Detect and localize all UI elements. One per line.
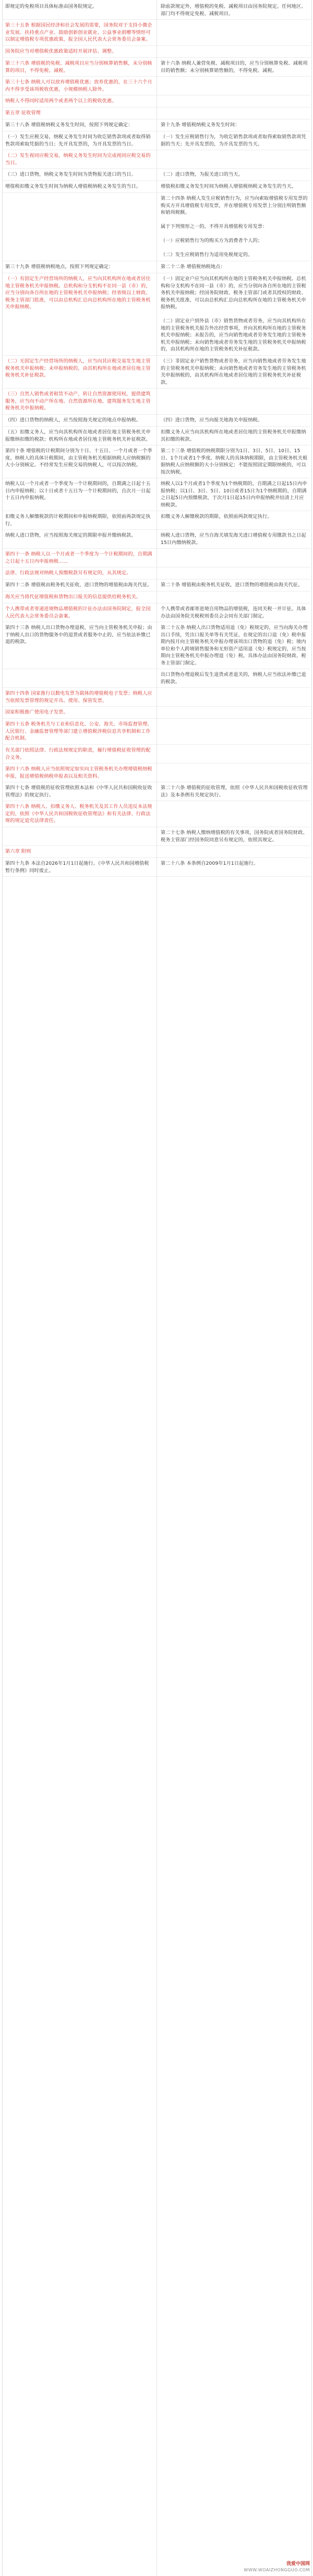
left-cell: 法律、行政法规对纳税人预缴税款另有规定的，从其规定。	[5, 570, 131, 576]
right-cell: 第十六条 纳税人兼营免税、减税项目的，应当分别核算免税、减税项目的销售额；未分别核算销售额的，不得免税、减税。	[161, 61, 308, 74]
left-cell: （二）发生视同应税交易，纳税义务发生时间为完成视同应税交易的当日。	[5, 153, 151, 166]
left-cell: 第四十六条 纳税人应当依照规定如实向主管税务机关办理增值税纳税申报，报送增值税纳税申报表以及相关资料。	[5, 766, 152, 779]
right-cell: 第二十四条 纳税人发生应税销售行为，应当向索取增值税专用发票的购买方开具增值税专用发票，并在增值税专用发票上分别注明销售额和销项税额。 属于下列情形之一的，不得开具增值税专用发票： （一）应税销售行为的购买方为消费者个人的； （二）发生应税销售行为适用免税规定的。	[161, 196, 308, 258]
left-cell: 海关应当将代征增值税和货物出口报关的信息提供给税务机关。	[5, 594, 141, 600]
row-divider	[3, 744, 310, 745]
left-cell: 纳税人进口货物，应当按照海关规定的期限申报并缴纳税款。	[5, 533, 136, 538]
right-cell: 第二十八条 本条例自2009年1月1日起施行。	[161, 861, 259, 866]
left-cell: 国务院应当对增值税优惠政策适时开展评估、调整。	[5, 49, 117, 54]
row-divider	[3, 180, 310, 181]
row-divider	[3, 763, 310, 764]
right-cell: （四）进口货物，应当向报关地海关申报纳税。	[161, 417, 263, 423]
left-cell: 第四十九条 本法自2026年1月1日起施行。《中华人民共和国增值税暂行条例》同时废止。	[5, 861, 149, 874]
column-divider	[156, 0, 157, 2576]
right-cell: 第十九条 增值税纳税义务发生时间：	[161, 122, 240, 128]
row-divider	[3, 876, 310, 877]
left-cell: （一）发生应税交易，纳税义务发生时间为收讫销售款项或者取得销售款项索取凭据的当日；先开具发票的，为开具发票的当日。	[5, 134, 151, 147]
right-cell: 第二十七条 纳税人缴纳增值税的有关事项，国务院或者国务院财政、税务主管部门经国务院同意另有规定的，依照其规定。	[161, 830, 308, 843]
left-cell: （三）自然人销售或者租赁不动产，转让自然资源使用权，提供建筑服务，应当向不动产所在地、自然资源所在地、建筑服务发生地主管税务机关申报纳税。	[5, 391, 151, 411]
left-cell: 第三十六条 增值税的免税、减税项目应当分别核算销售额，未分别核算的项目，不得免税、减税。	[5, 61, 152, 74]
row-divider	[3, 718, 310, 719]
row-divider	[3, 192, 310, 193]
right-cell: 第二十条 增值税由税务机关征收，进口货物的增值税由海关代征。	[161, 582, 303, 588]
row-divider	[3, 548, 310, 549]
row-divider	[3, 426, 310, 427]
right-cell: （一）发生应税销售行为，为收讫销售款项或者取得索取销售款项凭据的当天；先开具发票的，为开具发票的当天。	[161, 134, 306, 147]
left-cell: （二）无固定生产经营场所的纳税人，应当向其应税交易发生地主管税务机关申报纳税；未申报纳税的，由其机构所在地或者居住地主管税务机关补征税款。	[5, 358, 151, 378]
left-cell: 第五章 征收管理	[5, 110, 41, 116]
left-cell: 个人携带或者寄递进境物品增值税的计征办法由国务院制定，报全国人民代表大会常务委员会备案。	[5, 606, 151, 619]
right-cell: 第二十六条 增值税的征收管理，依照《中华人民共和国税收征收管理法》及本条例有关规定执行。	[161, 785, 308, 798]
left-cell: 第四十五条 税务机关与工业和信息化、公安、海关、市场监督管理、人民银行、金融监督管理等部门建立增值税涉税信息共享机制和工作配合机制。	[5, 721, 152, 741]
right-cell: 第二十二条 增值税纳税地点：	[161, 264, 225, 270]
left-cell: （五）扣缴义务人，应当向其机构所在地或者居住地主管税务机关申报缴纳扣缴的税款；机构所在地或者居住地主管税务机关补征税款。	[5, 429, 151, 442]
right-cell: （一）固定业户应当向其机构所在地的主管税务机关申报纳税。总机构和分支机构不在同一县（市）的，应当分别向各自所在地的主管税务机关申报纳税；经国务院财政、税务主管部门或者其授权的财政、税务机关批准，可以由总机构汇总向总机构所在地的主管税务机关申报纳税。 （二）固定业户到外县（市）销售货物或者劳务，应当向其机构所在地的主管税务机关报告外出经营事项，并向其机构所在地的主管税务机关申报纳税；未报告的，应当向销售地或者劳务发生地的主管税务机关申报纳税；未向销售地或者劳务发生地的主管税务机关申报纳税的，由其机构所在地的主管税务机关补征税款。	[161, 276, 306, 352]
row-divider	[3, 19, 310, 20]
left-cell: 第四十四条 国家推行以数电发票为载体的增值税电子发票；纳税人应当依照发票管理的规定开具、使用、保管发票。	[5, 691, 152, 704]
row-divider	[3, 414, 310, 415]
left-cell: 扣缴义务人解缴税款的计税期间和申报纳税期限，依照前两款规定执行。	[5, 514, 151, 527]
watermark-line1: 我爱中国网	[286, 2561, 310, 2567]
left-cell: （三）进口货物，纳税义务发生时间为货物报关进口的当日。	[5, 172, 136, 177]
row-divider	[3, 168, 310, 169]
left-cell: 即规定的免税项目具体标准由国务院规定。	[5, 4, 98, 9]
left-cell: 第四十二条 增值税由税务机关征收，进口货物的增值税由海关代征。	[5, 582, 152, 588]
right-cell: （三）非固定业户销售货物或者劳务，应当向销售地或者劳务发生地的主管税务机关申报纳税；未向销售地或者劳务发生地的主管税务机关申报纳税的，由其机构所在地或者居住地的主管税务机关补征税款。	[161, 358, 306, 385]
right-cell: 出口货物办理退税后发生退货或者退关的，纳税人应当依法补缴已退的税款。	[161, 672, 306, 685]
left-cell: 第四十条 增值税的计税期间分别为十日、十五日、一个月或者一个季度。纳税人的具体计税期间，由主管税务机关根据纳税人应纳税额的大小分别核定。不经常发生应税交易的纳税人，可以按次纳税。	[5, 448, 152, 468]
left-cell: 增值税扣缴义务发生时间为纳税人增值税纳税义务发生的当日。	[5, 184, 141, 189]
right-cell: 扣缴义务人应当向其机构所在地或者居住地的主管税务机关申报缴纳其扣缴的税款。	[161, 429, 306, 442]
row-divider	[3, 857, 310, 858]
left-cell: 有关部门依照法律、行政法规规定的职责，履行增值税征收管理的配合义务。	[5, 747, 151, 760]
row-divider	[3, 355, 310, 356]
right-cell: 纳税人进口货物，应当自海关填发海关进口增值税专用缴款书之日起15日内缴纳税款。	[161, 533, 306, 546]
watermark-logo	[244, 2561, 310, 2573]
left-cell: 纳税人以一个月或者一个季度为一个计税期间的，自期满之日起十五日内申报纳税；以十日或者十五日为一个计税期间的，自次月一日起十五日内申报纳税。	[5, 481, 151, 501]
left-cell: 第六章 附则	[5, 849, 31, 854]
row-divider	[3, 388, 310, 389]
right-cell: 除前款规定外，增值税的免税、减税项目由国务院规定。任何地区、部门均不得规定免税、减税项目。	[161, 4, 306, 17]
document-table	[2, 0, 312, 2576]
watermark-line2: WWW.WOAIZHONGGUO.COM	[244, 2568, 310, 2572]
right-cell: 纳税人以1个月或者1个季度为1个纳税期的，自期满之日起15日内申报纳税；以1日、3日、5日、10日或者15日为1个纳税期的，自期满之日起5日内预缴税款，于次月1日起15日内申报纳税并结清上月应纳税款。	[161, 481, 307, 508]
left-cell: 第四十八条 纳税人、扣缴义务人、税务机关及其工作人员违反本法规定的，依照《中华人民共和国税收征收管理法》和有关法律、行政法规的规定追究法律责任。	[5, 804, 152, 824]
row-divider	[3, 845, 310, 846]
left-cell: 第四十七条 增值税的征收管理依照本法和《中华人民共和国税收征收管理法》的规定执行。	[5, 785, 152, 798]
right-cell: 个人携带或者邮寄进境自用物品的增值税，连同关税一并计征。具体办法由国务院关税税则委员会会同有关部门制定。	[161, 606, 306, 619]
left-cell: （一）有固定生产经营场所的纳税人，应当向其机构所在地或者居住地主管税务机关申报纳税。总机构和分支机构不在同一县（市）的，应当分别向各自所在地的主管税务机关申报纳税；经省级以上财政、税务主管部门批准，可以由总机构汇总向总机构所在地的主管税务机关申报纳税。	[5, 276, 151, 310]
row-divider	[3, 706, 310, 707]
row-divider	[3, 76, 310, 77]
row-divider	[3, 45, 310, 46]
row-divider	[3, 57, 310, 58]
right-cell: （二）进口货物，为报关进口的当天。	[161, 172, 243, 177]
right-cell: 第二十三条 增值税的纳税期限分别为1日、3日、5日、10日、15日、1个月或者1个季度。纳税人的具体纳税期限，由主管税务机关根据纳税人应纳税额的大小分别核定；不能按照固定期限纳税的，可以按次纳税。	[161, 448, 308, 475]
left-cell: 第四十三条 纳税人出口货物办理退税，应当向主管税务机关申报；由于纳税人出口的货物服务中的退货或者服务中止的，应当依法补缴已退的税款。	[5, 625, 152, 645]
left-cell: 第三十九条 增值税纳税地点，按照下列规定确定：	[5, 264, 114, 270]
left-cell: 第三十八条 增值税纳税义务发生时间，按照下列规定确定：	[5, 122, 133, 128]
right-cell: 增值税扣缴义务发生时间为纳税人增值税纳税义务发生的当天。	[161, 184, 297, 189]
left-cell: 第四十一条 纳税人以一个月或者一个季度为一个计税期间的，自期满之日起十五日内申报纳税……	[5, 551, 152, 564]
left-cell: 第三十七条 纳税人可以放弃增值税优惠；放弃优惠的，在三十六个月内不得享受该项税收优惠，小规模纳税人除外。	[5, 79, 152, 92]
left-cell: 国家积极推广使用电子发票。	[5, 709, 68, 715]
row-divider	[3, 687, 310, 688]
left-cell: 第三十五条 根据国民经济和社会发展的需要，国务院对于支持小微企业发展、扶持重点产业、鼓励创新创业就业、公益事业捐赠等情形可以制定增值税专项优惠政策，报全国人民代表大会常务委员会备案。	[5, 22, 152, 42]
right-cell: 第二十五条 纳税人出口货物适用退（免）税规定的，应当向海关办理出口手续，凭出口报关单等有关凭证，在规定的出口退（免）税申报期内按月向主管税务机关申报办理该项出口货物的退（免）税；境内单位和个人跨境销售服务和无形资产适用退（免）税规定的，应当按期向主管税务机关申报办理退（免）税。具体办法由国务院财政、税务主管部门制定。	[161, 625, 308, 666]
left-cell: 纳税人不得同时适用两个或者两个以上的税收优惠。	[5, 98, 117, 104]
left-cell: （四）进口货物的纳税人，应当按照海关规定的地点申报纳税。	[5, 417, 141, 423]
right-cell: 扣缴义务人解缴税款的期限，依照前两款规定执行。	[161, 514, 272, 519]
row-divider	[3, 529, 310, 530]
